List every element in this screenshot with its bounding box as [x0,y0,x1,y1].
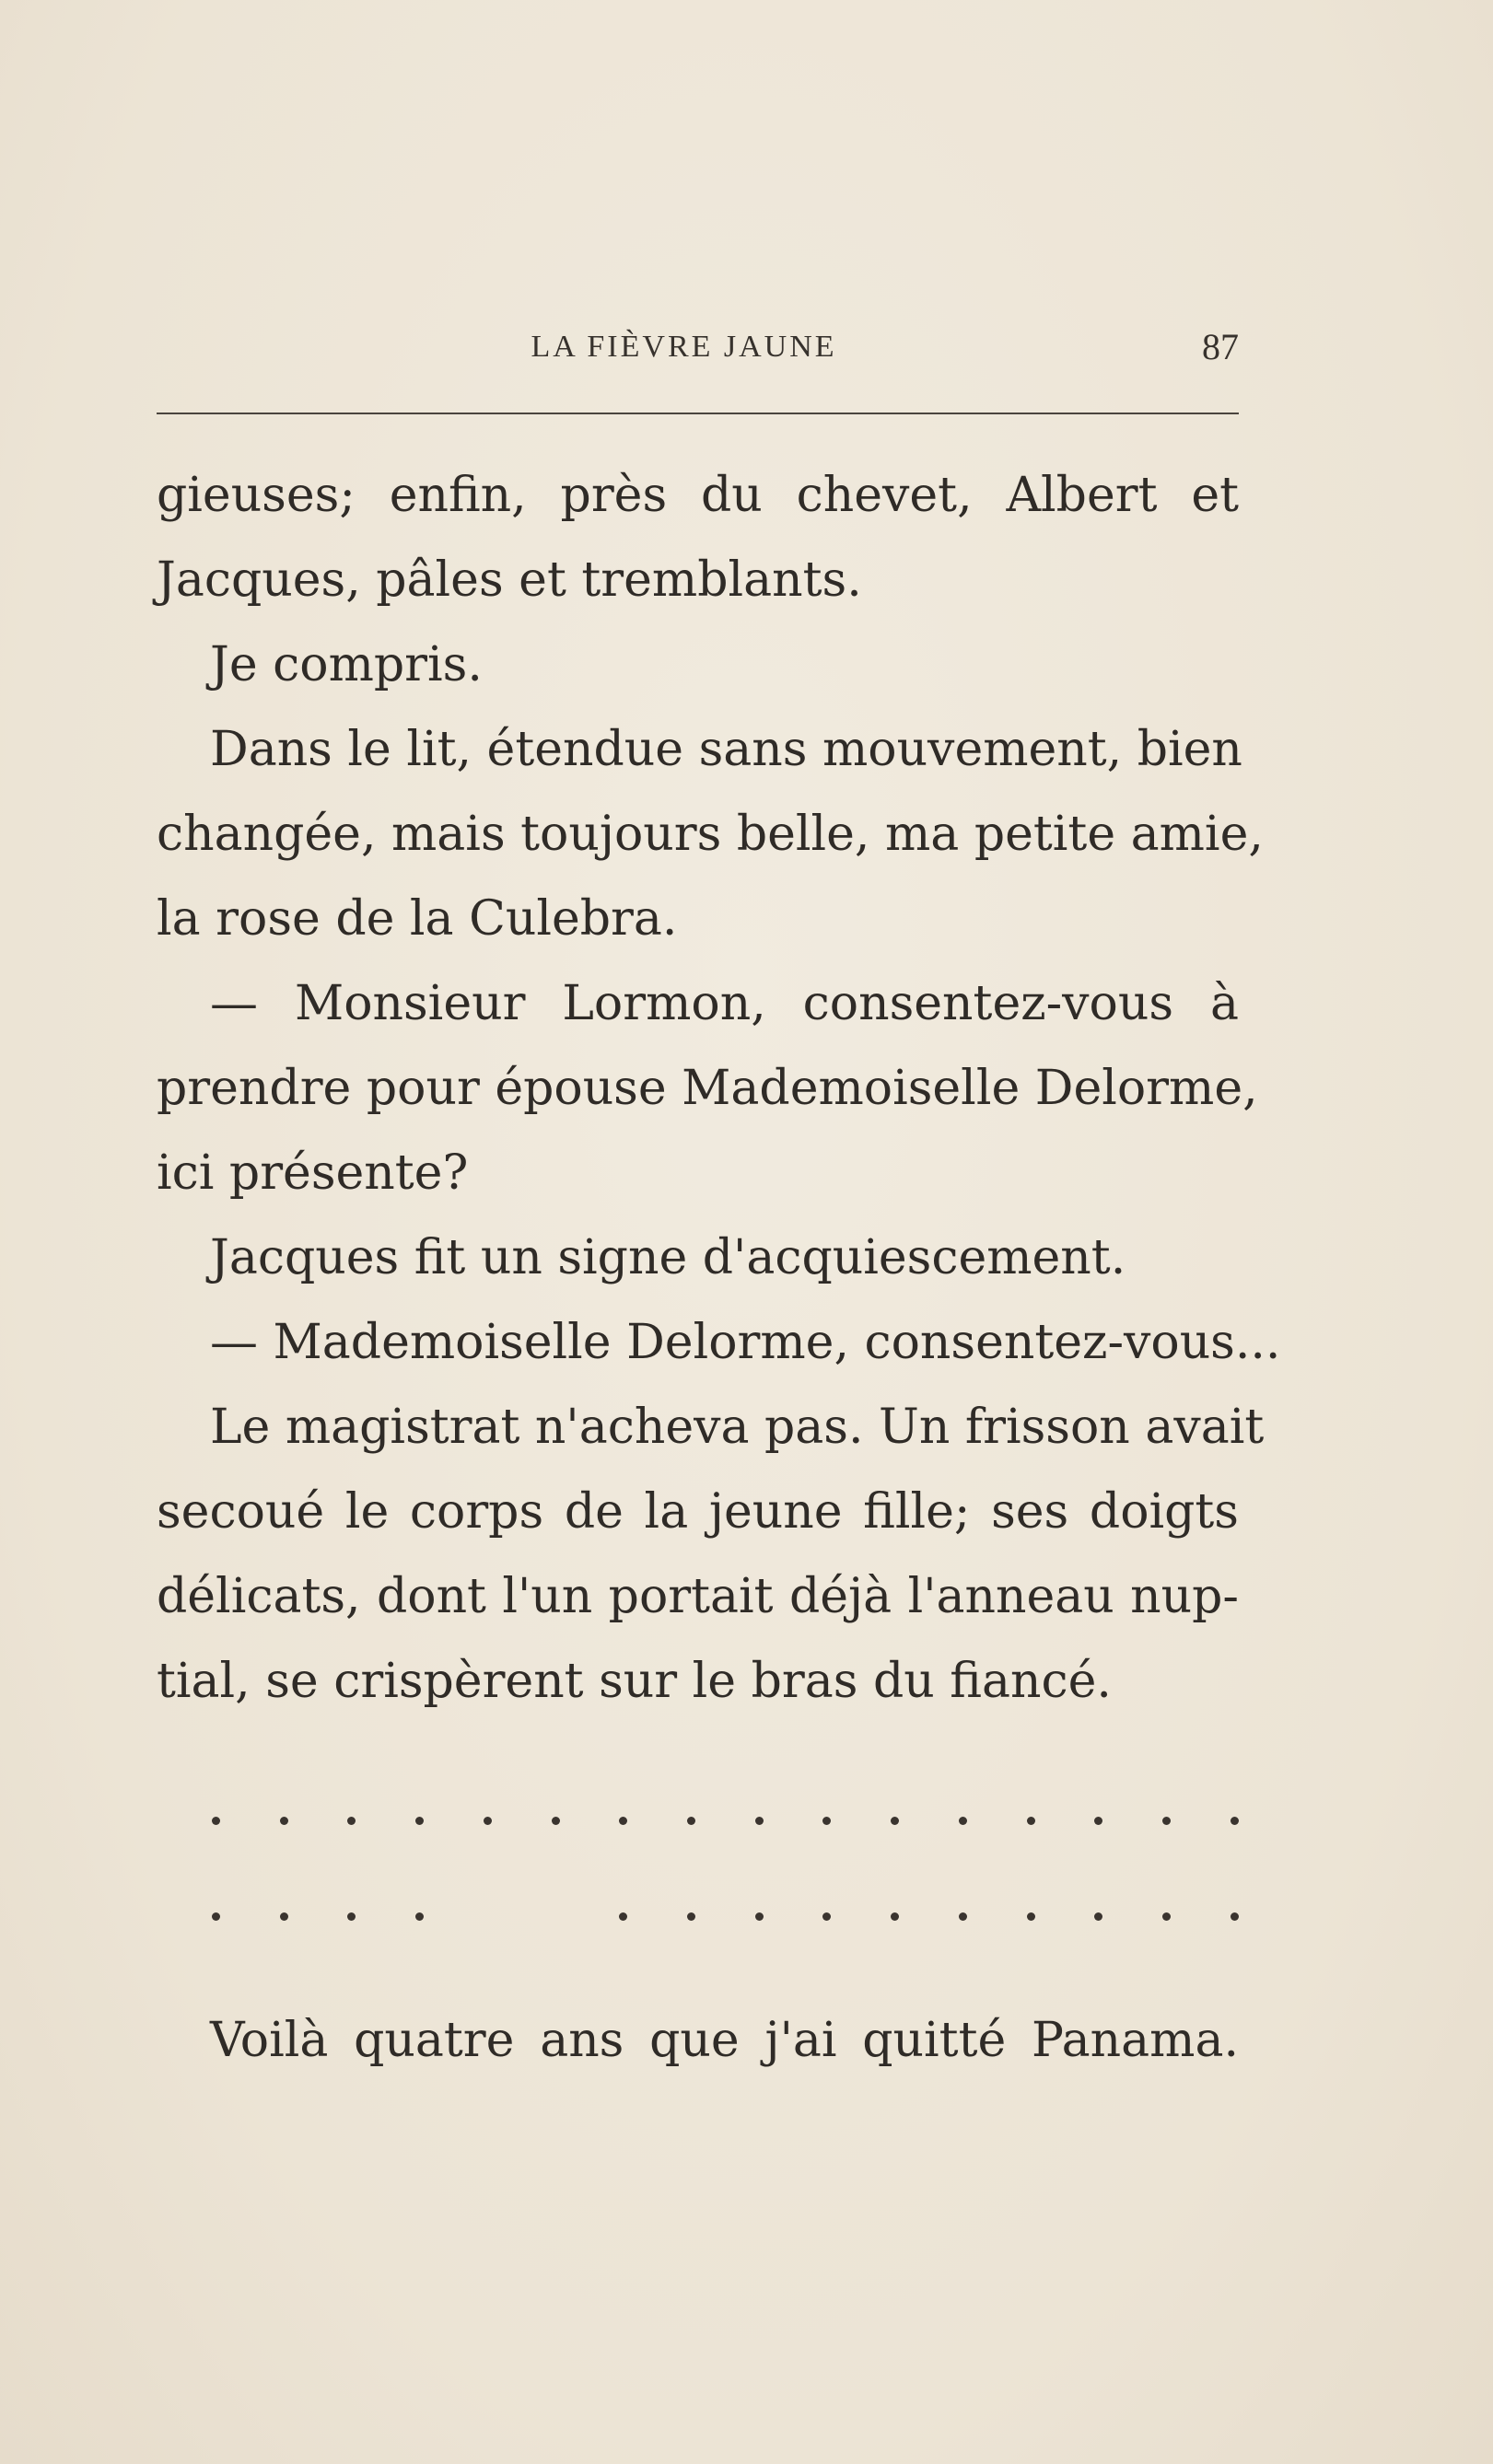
dot [212,1817,220,1825]
text-line: — Mademoiselle Delorme, consentez-vous... [210,1315,1281,1370]
text-line: Je compris. [210,637,483,692]
dot [687,1912,695,1921]
dot [280,1912,288,1921]
dot [1027,1817,1035,1825]
dot [1162,1817,1171,1825]
dot [1094,1912,1102,1921]
text-line: Voilà quatre ans que j'ai quitté Panama. [210,2013,1239,2068]
dot [959,1912,967,1921]
text-line: la rose de la Culebra. [157,891,678,947]
dot [552,1817,560,1825]
text-line: secoué le corps de la jeune fille; ses doigts [157,1484,1239,1540]
dot [822,1817,831,1825]
dot [822,1912,831,1921]
dot [687,1817,695,1825]
text-line: prendre pour épouse Mademoiselle Delorme, [157,1061,1258,1116]
text-line: Le magistrat n'acheva pas. Un frisson avait [210,1400,1265,1455]
closing-paragraph [157,1998,1239,2083]
dot [1162,1912,1171,1921]
dot [891,1817,899,1825]
dot [1231,1817,1239,1825]
dot [891,1912,899,1921]
text-line: — Monsieur Lormon, consentez-vous à [210,976,1239,1031]
dot [347,1817,356,1825]
dot [1094,1817,1102,1825]
dot [347,1912,356,1921]
dot [619,1817,627,1825]
text-line: gieuses; enfin, près du chevet, Albert et [157,468,1239,523]
dot [1027,1912,1035,1921]
body-text [157,453,1281,1724]
dot [755,1912,764,1921]
dot [484,1817,492,1825]
dot [212,1912,220,1921]
dot [755,1817,764,1825]
text-line: Jacques fit un signe d'acquiescement. [210,1230,1126,1285]
dot [415,1912,424,1921]
ellipsis-row [212,1807,1239,1834]
text-line: ici présente? [157,1145,469,1201]
ellipsis-row [212,1902,1239,1930]
dot [619,1912,627,1921]
dot [1231,1912,1239,1921]
dot-gap [484,1912,492,1921]
dot-gap [552,1912,560,1921]
text-line: Dans le lit, étendue sans mouvement, bien [210,722,1242,777]
header-rule [157,413,1239,414]
running-title: LA FIÈVRE JAUNE [531,330,837,364]
text-line: Jacques, pâles et tremblants. [157,552,862,608]
dot [415,1817,424,1825]
page-number: 87 [1202,326,1239,367]
dot [280,1817,288,1825]
text-line: changée, mais toujours belle, ma petite amie, [157,807,1264,862]
page-header [157,324,1239,370]
dot [959,1817,967,1825]
text-line: délicats, dont l'un portait déjà l'anneau nup- [157,1569,1239,1624]
text-line: tial, se crispèrent sur le bras du fiancé. [157,1654,1112,1709]
